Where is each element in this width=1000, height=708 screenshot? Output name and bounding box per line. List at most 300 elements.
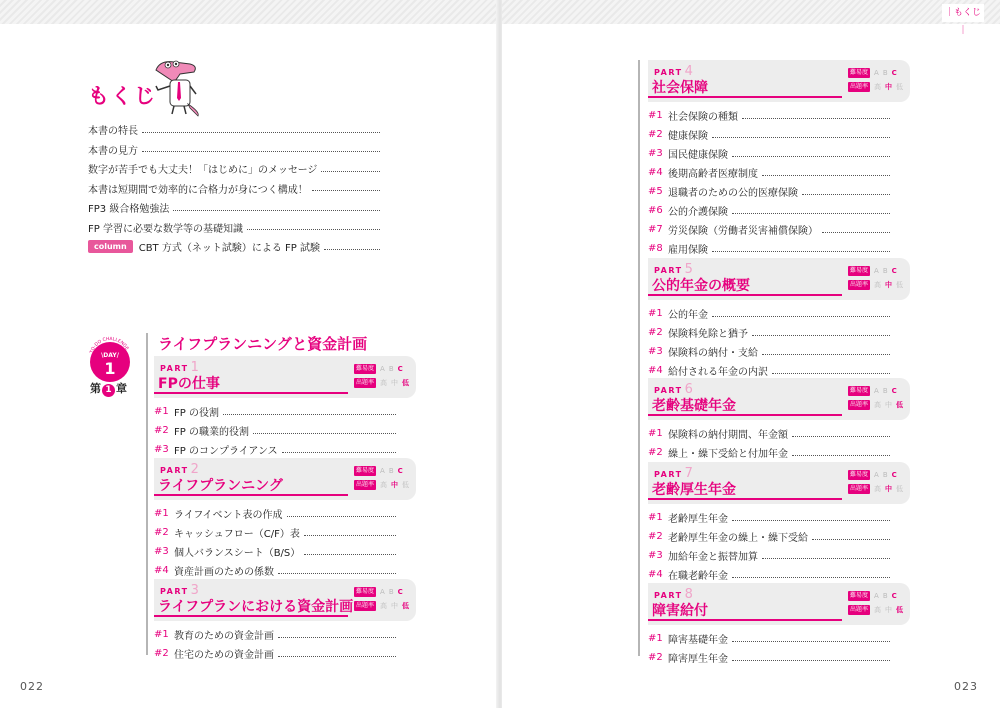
part-title: ライフプランニング [158, 478, 283, 494]
toc-entry[interactable] [648, 527, 898, 546]
toc-entry[interactable] [154, 504, 404, 523]
difficulty-level: B [882, 591, 888, 600]
running-head: ｜もくじ｜ [942, 4, 984, 22]
part-underline [154, 615, 348, 617]
frequency-level: 中 [885, 605, 893, 614]
entry-number: #3 [154, 546, 169, 557]
intro-list [88, 120, 388, 257]
entry-label: 老齢厚生年金の繰上・繰下受給 [668, 533, 808, 544]
part-header [648, 378, 910, 420]
difficulty-level: C [397, 466, 403, 475]
leader-dots [253, 428, 396, 434]
entry-label: 公的介護保険 [668, 207, 728, 218]
toc-entry[interactable] [154, 561, 404, 580]
entry-number: #5 [648, 186, 663, 197]
difficulty-level: A [874, 470, 879, 479]
frequency-rating [354, 600, 409, 611]
difficulty-level: A [380, 466, 385, 475]
part-word: PART [654, 386, 683, 395]
difficulty-rating [354, 465, 409, 476]
difficulty-tag: 難易度 [850, 266, 869, 274]
frequency-level: 低 [896, 400, 904, 409]
toc-entry[interactable] [648, 424, 898, 443]
frequency-rating [848, 399, 903, 410]
frequency-rating [848, 279, 903, 290]
page-number-left: 022 [20, 680, 44, 693]
toc-entry[interactable] [648, 201, 898, 220]
rating-box [848, 590, 903, 615]
toc-title: もくじ [88, 84, 157, 108]
frequency-level: 高 [874, 280, 882, 289]
leader-dots [173, 205, 380, 211]
part-number: 3 [190, 583, 201, 598]
part-word: PART [654, 266, 683, 275]
leader-dots [772, 368, 890, 374]
difficulty-level: B [388, 466, 394, 475]
toc-entry[interactable] [648, 220, 898, 239]
toc-entry[interactable] [154, 542, 404, 561]
leader-dots [732, 151, 890, 157]
difficulty-rating [354, 586, 409, 597]
part-header [154, 458, 416, 500]
toc-entry[interactable] [648, 125, 898, 144]
frequency-tag: 出題率 [356, 480, 375, 488]
frequency-level: 中 [391, 378, 399, 387]
frequency-level: 高 [874, 82, 882, 91]
part-header [648, 462, 910, 504]
leader-dots [712, 311, 890, 317]
difficulty-level: C [891, 386, 897, 395]
part-word: PART [160, 466, 189, 475]
part-underline [648, 619, 842, 621]
entry-number: #3 [648, 550, 663, 561]
part-section [648, 258, 910, 380]
toc-entry[interactable] [648, 342, 898, 361]
difficulty-tag: 難易度 [850, 386, 869, 394]
entry-number: #7 [648, 224, 663, 235]
frequency-rating [848, 81, 903, 92]
difficulty-rating [848, 265, 903, 276]
intro-item-label: 本書の特長 [88, 126, 138, 138]
entry-number: #2 [648, 447, 663, 458]
entry-label: 加給年金と振替加算 [668, 552, 758, 563]
frequency-level: 低 [896, 484, 904, 493]
intro-item-label: 数字が苦手でも大丈夫！「はじめに」のメッセージ [88, 165, 318, 177]
leader-dots [278, 651, 396, 657]
part-items [154, 402, 404, 459]
entry-number: #4 [648, 167, 663, 178]
toc-entry[interactable] [648, 565, 898, 584]
leader-dots [792, 431, 890, 437]
frequency-level: 低 [402, 480, 410, 489]
frequency-level: 中 [885, 400, 893, 409]
intro-item-label: CBT 方式（ネット試験）による FP 試験 [138, 243, 320, 255]
frequency-level: 高 [380, 378, 388, 387]
frequency-level: 中 [885, 82, 893, 91]
entry-label: 保険料の納付期間、年金額 [668, 430, 788, 441]
difficulty-level: B [882, 386, 888, 395]
entry-number: #2 [648, 531, 663, 542]
leader-dots [762, 553, 890, 559]
leader-dots [732, 515, 890, 521]
entry-label: 繰上・繰下受給と付加年金 [668, 449, 788, 460]
leader-dots [732, 655, 890, 661]
entry-label: 国民健康保険 [668, 150, 728, 161]
leader-dots [732, 572, 890, 578]
intro-item[interactable] [88, 237, 388, 257]
intro-item[interactable] [88, 179, 388, 199]
difficulty-tag: 難易度 [356, 587, 375, 595]
difficulty-level: B [388, 364, 394, 373]
entry-number: #3 [648, 346, 663, 357]
difficulty-tag: 難易度 [850, 591, 869, 599]
toc-entry[interactable] [154, 402, 404, 421]
difficulty-level: C [397, 587, 403, 596]
chapter-suffix: 章 [116, 382, 127, 395]
toc-entry[interactable] [648, 239, 898, 258]
frequency-tag: 出題率 [850, 400, 869, 408]
day-badge-number: 1 [104, 359, 116, 378]
column-badge: column [88, 240, 133, 253]
right-page [502, 0, 1000, 708]
chapter-label [90, 380, 127, 397]
entry-number: #2 [648, 652, 663, 663]
day-badge [86, 336, 134, 384]
toc-entry[interactable] [648, 508, 898, 527]
intro-item-label: FP 学習に必要な数学等の基礎知識 [88, 223, 243, 235]
part-items [154, 504, 404, 580]
entry-label: FP の役割 [174, 408, 219, 419]
rating-box [354, 465, 409, 490]
toc-entry[interactable] [648, 106, 898, 125]
entry-label: 障害厚生年金 [668, 654, 728, 665]
part-title: 老齢基礎年金 [652, 398, 736, 414]
leader-dots [712, 246, 890, 252]
entry-number: #2 [154, 527, 169, 538]
leader-dots [223, 409, 396, 415]
rating-box [848, 67, 903, 92]
day-badge-top-text: TO-DO CHALLENGE [89, 336, 129, 355]
part-section [154, 579, 416, 663]
intro-item[interactable] [88, 140, 388, 160]
part-section [648, 378, 910, 462]
chapter-title: ライフプランニングと資金計画 [158, 335, 368, 353]
part-number: 5 [684, 262, 695, 277]
difficulty-level: C [891, 591, 897, 600]
entry-number: #4 [648, 569, 663, 580]
frequency-level: 低 [896, 82, 904, 91]
intro-item-label: FP3 級合格勉強法 [88, 204, 170, 216]
entry-number: #2 [648, 327, 663, 338]
entry-label: 公的年金 [668, 310, 708, 321]
entry-number: #1 [154, 508, 169, 519]
top-hatch-band [502, 0, 1000, 24]
leader-dots [752, 330, 890, 336]
entry-label: ライフイベント表の作成 [174, 510, 283, 521]
intro-item[interactable] [88, 120, 388, 140]
part-title: 老齢厚生年金 [652, 482, 736, 498]
leader-dots [802, 189, 890, 195]
entry-number: #1 [154, 629, 169, 640]
frequency-level: 中 [391, 480, 399, 489]
difficulty-level: A [380, 587, 385, 596]
frequency-level: 高 [380, 601, 388, 610]
entry-label: 住宅のための資金計画 [174, 650, 274, 661]
leader-dots [304, 530, 396, 536]
entry-number: #1 [648, 308, 663, 319]
rating-box [848, 385, 903, 410]
toc-entry[interactable] [154, 625, 404, 644]
chapter-rule [146, 333, 148, 655]
leader-dots [321, 166, 380, 172]
part-underline [154, 494, 348, 496]
frequency-tag: 出題率 [850, 605, 869, 613]
difficulty-level: C [891, 470, 897, 479]
leader-dots [712, 132, 890, 138]
toc-entry[interactable] [648, 323, 898, 342]
part-number: 4 [684, 64, 695, 79]
entry-label: 退職者のための公的医療保険 [668, 188, 798, 199]
chapter-rule-right [638, 60, 640, 656]
part-word: PART [160, 587, 189, 596]
entry-number: #3 [154, 444, 169, 455]
difficulty-tag: 難易度 [356, 364, 375, 372]
rating-box [354, 586, 409, 611]
toc-entry[interactable] [154, 440, 404, 459]
difficulty-rating [848, 590, 903, 601]
difficulty-level: A [874, 591, 879, 600]
difficulty-level: A [380, 364, 385, 373]
intro-item-label: 本書は短期間で効率的に合格力が身につく構成！ [88, 184, 308, 196]
entry-number: #2 [154, 425, 169, 436]
toc-entry[interactable] [648, 182, 898, 201]
toc-entry[interactable] [648, 546, 898, 565]
part-items [648, 508, 898, 584]
leader-dots [324, 244, 380, 250]
part-header [154, 356, 416, 398]
entry-number: #6 [648, 205, 663, 216]
entry-label: 障害基礎年金 [668, 635, 728, 646]
frequency-rating [354, 377, 409, 388]
difficulty-level: B [388, 587, 394, 596]
leader-dots [278, 632, 396, 638]
entry-label: 雇用保険 [668, 245, 708, 256]
frequency-level: 低 [402, 601, 410, 610]
difficulty-level: A [874, 266, 879, 275]
part-title: 公的年金の概要 [652, 278, 750, 294]
part-items [154, 625, 404, 663]
entry-number: #1 [648, 428, 663, 439]
entry-label: FP のコンプライアンス [174, 446, 278, 457]
part-items [648, 106, 898, 258]
toc-entry[interactable] [648, 304, 898, 323]
part-section [648, 462, 910, 584]
difficulty-level: B [882, 470, 888, 479]
part-header [154, 579, 416, 621]
part-title: FPの仕事 [158, 376, 220, 392]
part-header [648, 60, 910, 102]
leader-dots [792, 450, 890, 456]
intro-item[interactable] [88, 218, 388, 238]
part-title: 社会保障 [652, 80, 708, 96]
left-page [0, 0, 498, 708]
frequency-rating [354, 479, 409, 490]
frequency-tag: 出題率 [850, 280, 869, 288]
part-title: 障害給付 [652, 603, 708, 619]
entry-number: #4 [648, 365, 663, 376]
leader-dots [312, 185, 380, 191]
part-number: 2 [190, 462, 201, 477]
leader-dots [278, 568, 396, 574]
part-section [154, 458, 416, 580]
difficulty-rating [354, 363, 409, 374]
frequency-level: 高 [874, 400, 882, 409]
leader-dots [812, 534, 890, 540]
difficulty-tag: 難易度 [850, 68, 869, 76]
leader-dots [762, 170, 890, 176]
leader-dots [282, 447, 396, 453]
part-header [648, 583, 910, 625]
intro-item-label: 本書の見方 [88, 145, 138, 157]
frequency-tag: 出題率 [356, 601, 375, 609]
frequency-level: 中 [885, 484, 893, 493]
entry-label: 資産計画のための係数 [174, 567, 274, 578]
part-underline [648, 498, 842, 500]
entry-label: 社会保険の種類 [668, 112, 738, 123]
frequency-tag: 出題率 [356, 378, 375, 386]
leader-dots [762, 349, 890, 355]
rating-box [848, 469, 903, 494]
toc-entry[interactable] [648, 648, 898, 667]
part-items [648, 629, 898, 667]
part-underline [648, 294, 842, 296]
leader-dots [142, 127, 380, 133]
entry-label: 在職老齢年金 [668, 571, 728, 582]
toc-entry[interactable] [154, 523, 404, 542]
entry-number: #1 [648, 110, 663, 121]
entry-label: 老齢厚生年金 [668, 514, 728, 525]
entry-label: 保険料免除と猶予 [668, 329, 748, 340]
entry-label: 後期高齢者医療制度 [668, 169, 758, 180]
page-number-right: 023 [954, 680, 978, 693]
leader-dots [287, 511, 397, 517]
entry-label: 個人バランスシート（B/S） [174, 548, 301, 559]
intro-item[interactable] [88, 198, 388, 218]
frequency-level: 低 [896, 280, 904, 289]
leader-dots [732, 208, 890, 214]
rating-box [848, 265, 903, 290]
difficulty-tag: 難易度 [356, 466, 375, 474]
frequency-tag: 出題率 [850, 484, 869, 492]
entry-number: #4 [154, 565, 169, 576]
part-underline [154, 392, 348, 394]
difficulty-rating [848, 469, 903, 480]
toc-entry[interactable] [154, 644, 404, 663]
leader-dots [304, 549, 396, 555]
frequency-level: 高 [874, 484, 882, 493]
difficulty-tag: 難易度 [850, 470, 869, 478]
toc-entry[interactable] [154, 421, 404, 440]
entry-number: #1 [648, 512, 663, 523]
entry-number: #3 [648, 148, 663, 159]
toc-entry[interactable] [648, 163, 898, 182]
difficulty-level: B [882, 68, 888, 77]
chapter-number: 1 [102, 384, 115, 397]
part-number: 8 [684, 587, 695, 602]
entry-label: 教育のための資金計画 [174, 631, 274, 642]
part-word: PART [654, 68, 683, 77]
part-header [648, 258, 910, 300]
part-word: PART [654, 591, 683, 600]
toc-entry[interactable] [648, 629, 898, 648]
difficulty-rating [848, 385, 903, 396]
part-title: ライフプランにおける資金計画 [158, 599, 354, 615]
entry-label: 給付される年金の内訳 [668, 367, 768, 378]
rating-box [354, 363, 409, 388]
part-section [154, 356, 416, 459]
part-word: PART [654, 470, 683, 479]
frequency-level: 低 [896, 605, 904, 614]
top-hatch-band [0, 0, 498, 24]
difficulty-level: C [891, 68, 897, 77]
frequency-level: 低 [402, 378, 410, 387]
leader-dots [247, 224, 380, 230]
part-section [648, 583, 910, 667]
entry-number: #2 [154, 648, 169, 659]
entry-number: #1 [648, 633, 663, 644]
leader-dots [142, 146, 380, 152]
difficulty-level: A [874, 68, 879, 77]
entry-label: 保険料の納付・支給 [668, 348, 758, 359]
frequency-level: 高 [380, 480, 388, 489]
difficulty-level: A [874, 386, 879, 395]
part-underline [648, 414, 842, 416]
frequency-level: 中 [391, 601, 399, 610]
part-number: 7 [684, 466, 695, 481]
frequency-level: 中 [885, 280, 893, 289]
entry-label: FP の職業的役割 [174, 427, 249, 438]
part-number: 6 [684, 382, 695, 397]
entry-label: キャッシュフロー（C/F）表 [174, 529, 300, 540]
crocodile-mascot-icon [150, 56, 208, 118]
leader-dots [742, 113, 890, 119]
part-items [648, 424, 898, 462]
toc-entry[interactable] [648, 144, 898, 163]
frequency-rating [848, 483, 903, 494]
entry-label: 労災保険（労働者災害補償保険） [668, 226, 818, 237]
entry-number: #2 [648, 129, 663, 140]
leader-dots [732, 636, 890, 642]
leader-dots [822, 227, 890, 233]
part-section [648, 60, 910, 258]
difficulty-level: C [891, 266, 897, 275]
frequency-tag: 出題率 [850, 82, 869, 90]
part-underline [648, 96, 842, 98]
frequency-level: 高 [874, 605, 882, 614]
difficulty-level: B [882, 266, 888, 275]
difficulty-rating [848, 67, 903, 78]
part-word: PART [160, 364, 189, 373]
chapter-prefix: 第 [90, 382, 101, 395]
intro-item[interactable] [88, 159, 388, 179]
part-items [648, 304, 898, 380]
toc-entry[interactable] [648, 443, 898, 462]
entry-number: #8 [648, 243, 663, 254]
entry-number: #1 [154, 406, 169, 417]
frequency-rating [848, 604, 903, 615]
difficulty-level: C [397, 364, 403, 373]
entry-label: 健康保険 [668, 131, 708, 142]
